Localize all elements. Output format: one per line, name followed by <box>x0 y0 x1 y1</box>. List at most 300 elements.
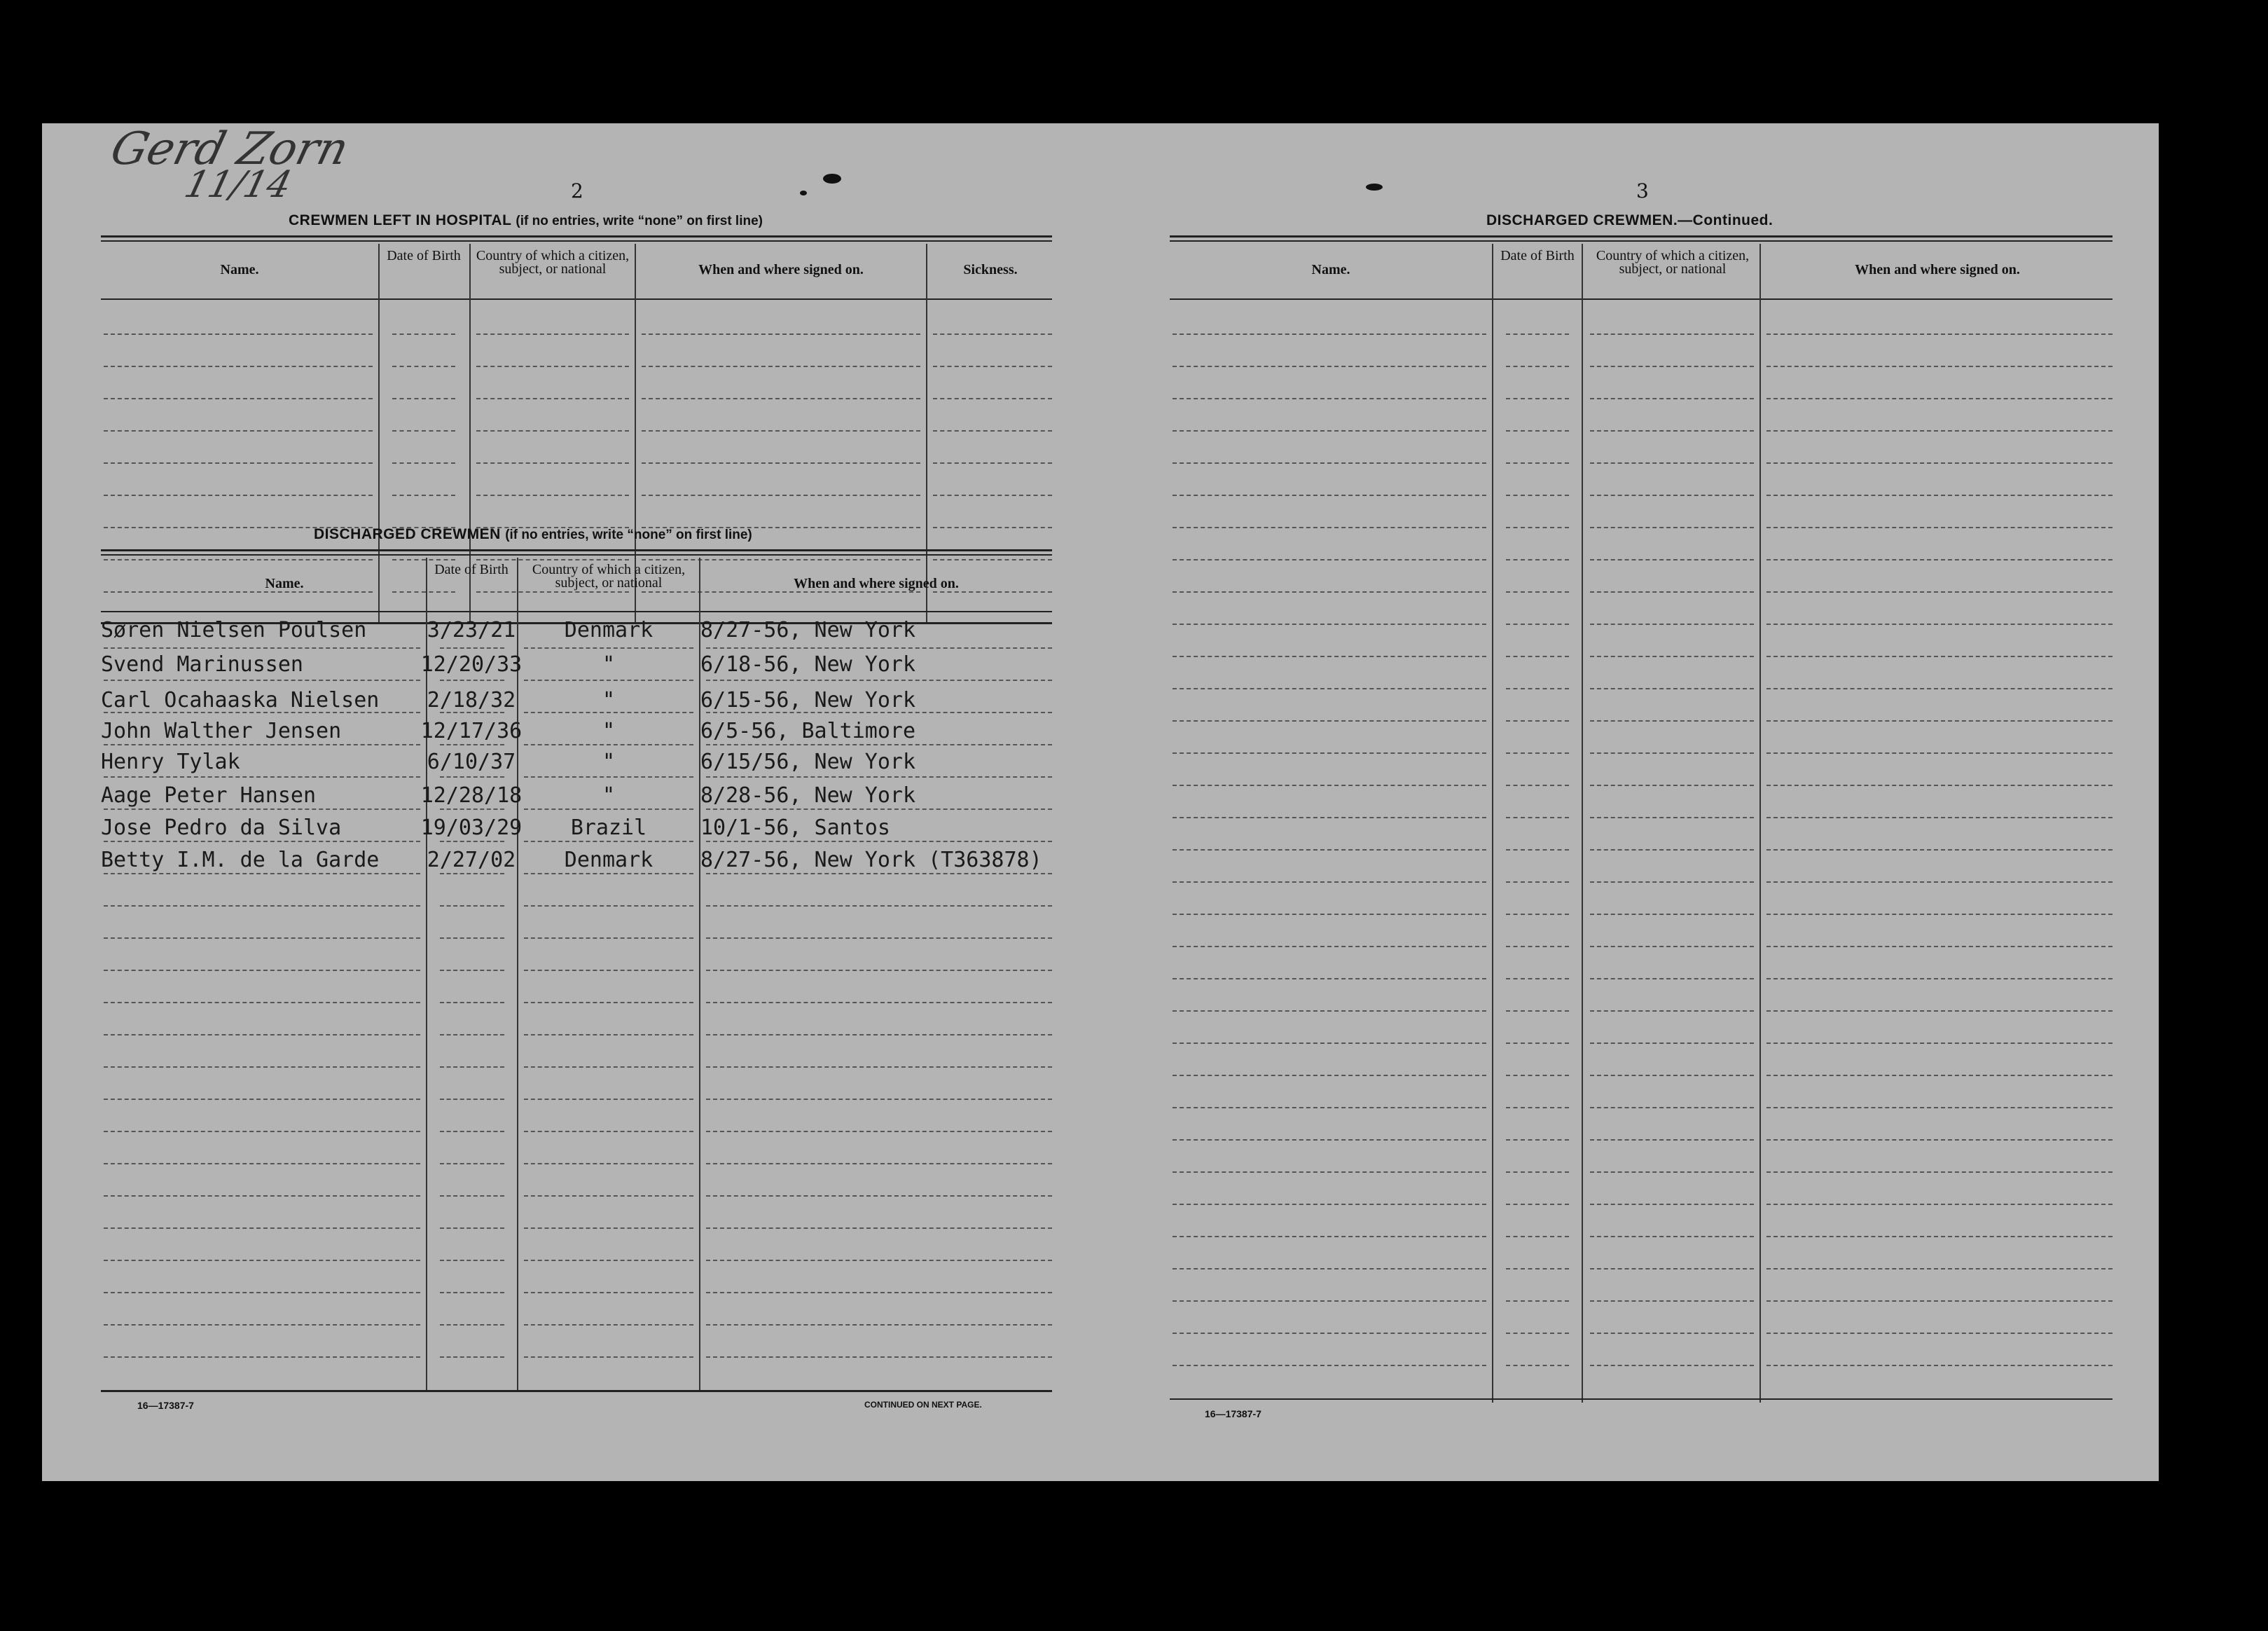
crew-row-signed_on: 8/27-56, New York <box>700 618 916 642</box>
divider <box>1492 244 1493 1403</box>
ruled-line <box>1766 914 2113 915</box>
ruled-line <box>1506 1107 1569 1108</box>
discharged-header-rule <box>101 611 1052 612</box>
ruled-line <box>104 430 373 432</box>
right-top-rule <box>1170 235 2113 242</box>
crew-row-name: Betty I.M. de la Garde <box>101 848 380 872</box>
ruled-line <box>1173 430 1486 432</box>
ruled-line <box>1506 366 1569 367</box>
ruled-line <box>1506 1204 1569 1205</box>
ruled-line <box>1766 1042 2113 1044</box>
crew-row-name: Carl Ocahaaska Nielsen <box>101 688 380 713</box>
crew-row-name: John Walther Jensen <box>101 719 342 743</box>
ruled-line <box>1506 1042 1569 1044</box>
hospital-section-title <box>289 212 763 229</box>
ruled-line <box>104 1227 420 1229</box>
ruled-line <box>1766 849 2113 851</box>
discharged-title-text: DISCHARGED CREWMEN <box>314 526 501 542</box>
ruled-line <box>104 398 373 399</box>
ruled-line <box>104 1356 420 1358</box>
ruled-line <box>642 559 920 560</box>
discharged-title-note: (if no entries, write “none” on first line) <box>505 528 752 542</box>
ruled-line <box>706 1131 1052 1132</box>
ruled-line <box>524 937 693 939</box>
divider <box>699 558 700 1391</box>
ruled-line <box>524 1099 693 1100</box>
ruled-line <box>1506 1236 1569 1237</box>
ruled-line <box>933 398 1052 399</box>
ruled-line <box>1506 978 1569 979</box>
ruled-line <box>524 970 693 971</box>
ruled-line <box>1766 1204 2113 1205</box>
ruled-line <box>1173 1107 1486 1108</box>
ink-speck <box>800 191 807 195</box>
ruled-line <box>392 333 455 335</box>
ruled-line <box>1766 527 2113 528</box>
ruled-line <box>1766 1139 2113 1141</box>
crew-row-country: Brazil <box>570 816 647 840</box>
crew-row-country: Denmark <box>564 618 654 642</box>
crew-row-dob: 2/27/02 <box>427 848 516 872</box>
ruled-line <box>440 680 504 681</box>
ruled-line <box>104 1163 420 1164</box>
right-col-dob: Date of Birth <box>1500 248 1575 263</box>
ruled-line <box>1173 333 1486 335</box>
discharged-col-dob: Date of Birth <box>434 562 509 577</box>
ruled-line <box>440 1034 504 1035</box>
ruled-line <box>476 559 629 560</box>
ink-speck <box>823 174 841 184</box>
discharged-col-signed <box>700 577 1052 591</box>
ruled-line <box>1173 398 1486 399</box>
ruled-line <box>104 776 420 778</box>
ruled-line <box>392 559 455 560</box>
ruled-line <box>1766 785 2113 786</box>
ruled-line <box>1590 1042 1754 1044</box>
ruled-line <box>440 776 504 778</box>
discharged-col-name <box>101 577 468 591</box>
ruled-line <box>1590 1171 1754 1173</box>
ruled-line <box>104 680 420 681</box>
ruled-line <box>476 495 629 496</box>
ruled-line <box>440 1066 504 1068</box>
ruled-line <box>1590 881 1754 883</box>
ruled-line <box>440 1227 504 1229</box>
discharged-section-title <box>314 526 752 543</box>
ruled-line <box>1766 624 2113 625</box>
hospital-col-dob: Date of Birth <box>387 248 461 263</box>
ruled-line <box>1766 1365 2113 1366</box>
ruled-line <box>104 1292 420 1293</box>
ruled-line <box>1506 720 1569 722</box>
ruled-line <box>933 495 1052 496</box>
crew-row-signed_on: 8/27-56, New York (T363878) <box>700 848 1042 872</box>
ruled-line <box>1766 720 2113 722</box>
divider <box>517 558 518 1391</box>
ruled-line <box>706 841 1052 842</box>
ruled-line <box>1173 559 1486 560</box>
ruled-line <box>1766 1268 2113 1269</box>
ruled-line <box>1173 495 1486 496</box>
ruled-line <box>1173 624 1486 625</box>
col-label: When and where signed on. <box>794 576 959 591</box>
ruled-line <box>524 1066 693 1068</box>
ink-speck <box>1366 184 1383 191</box>
ruled-line <box>524 841 693 842</box>
ruled-line <box>1590 527 1754 528</box>
ruled-line <box>1766 559 2113 560</box>
ruled-line <box>1173 1042 1486 1044</box>
ruled-line <box>1506 495 1569 496</box>
right-col-signed <box>1762 263 2113 277</box>
ruled-line <box>706 1099 1052 1100</box>
ruled-line <box>1590 1333 1754 1334</box>
ruled-line <box>1590 688 1754 689</box>
crew-row-dob: 6/10/37 <box>427 750 516 774</box>
ruled-line <box>104 1195 420 1197</box>
discharged-col-country: Country of which a citizen, subject, or national <box>532 562 686 591</box>
ruled-line <box>1766 656 2113 657</box>
ruled-line <box>1506 591 1569 593</box>
crew-row-name: Henry Tylak <box>101 750 240 774</box>
ruled-line <box>642 591 920 593</box>
ruled-line <box>104 559 373 560</box>
ruled-line <box>933 430 1052 432</box>
crew-row-signed_on: 6/15/56, New York <box>700 750 916 774</box>
ruled-line <box>476 591 629 593</box>
ruled-line <box>1173 462 1486 464</box>
ruled-line <box>1173 785 1486 786</box>
ruled-line <box>1766 1010 2113 1012</box>
ruled-line <box>104 808 420 810</box>
ruled-line <box>1173 366 1486 367</box>
ruled-line <box>642 333 920 335</box>
right-bottom-rule <box>1170 1398 2113 1400</box>
ruled-line <box>524 1227 693 1229</box>
ruled-line <box>104 1002 420 1003</box>
ruled-line <box>476 462 629 464</box>
ruled-line <box>1590 752 1754 754</box>
ruled-line <box>933 366 1052 367</box>
crew-row-name: Svend Marinussen <box>101 652 303 677</box>
crew-row-name: Jose Pedro da Silva <box>101 816 342 840</box>
col-label: When and where signed on. <box>698 262 864 277</box>
ruled-line <box>524 744 693 745</box>
col-label: Name. <box>220 262 259 277</box>
form-number-left: 16—17387-7 <box>137 1400 194 1411</box>
crew-row-dob: 3/23/21 <box>427 618 516 642</box>
ruled-line <box>1590 785 1754 786</box>
ruled-line <box>1506 752 1569 754</box>
ruled-line <box>524 905 693 907</box>
ruled-line <box>1590 333 1754 335</box>
ruled-line <box>1766 1236 2113 1237</box>
ruled-line <box>1590 462 1754 464</box>
ruled-line <box>1766 591 2113 593</box>
ruled-line <box>104 744 420 745</box>
ruled-line <box>1766 1107 2113 1108</box>
ruled-line <box>392 591 455 593</box>
ruled-line <box>104 970 420 971</box>
crew-row-country: " <box>602 688 616 713</box>
ruled-line <box>1590 1139 1754 1141</box>
hospital-col-name <box>101 263 378 277</box>
crew-row-name: Aage Peter Hansen <box>101 783 317 808</box>
ruled-line <box>1590 495 1754 496</box>
ruled-line <box>1766 1171 2113 1173</box>
ruled-line <box>1173 688 1486 689</box>
ruled-line <box>524 873 693 874</box>
ruled-line <box>440 647 504 649</box>
ruled-line <box>1590 946 1754 947</box>
divider <box>378 244 380 622</box>
ruled-line <box>1766 495 2113 496</box>
ruled-line <box>1766 881 2113 883</box>
ruled-line <box>104 647 420 649</box>
ruled-line <box>1506 333 1569 335</box>
crew-row-signed_on: 6/15-56, New York <box>700 688 916 713</box>
ruled-line <box>1173 1365 1486 1366</box>
right-section-title: DISCHARGED CREWMEN.—Continued. <box>1486 212 1773 228</box>
ruled-line <box>476 333 629 335</box>
ruled-line <box>1506 1268 1569 1269</box>
ruled-line <box>104 366 373 367</box>
ruled-line <box>706 1356 1052 1358</box>
ruled-line <box>1590 398 1754 399</box>
ruled-line <box>440 1260 504 1261</box>
right-col-country: Country of which a citizen, subject, or national <box>1596 248 1750 277</box>
ruled-line <box>1590 591 1754 593</box>
crew-row-country: " <box>602 750 616 774</box>
hospital-title-note: (if no entries, write “none” on first line) <box>516 214 763 228</box>
ruled-line <box>440 1163 504 1164</box>
ruled-line <box>1766 978 2113 979</box>
col-label: Sickness. <box>963 262 1018 277</box>
ruled-line <box>706 873 1052 874</box>
ruled-line <box>1506 559 1569 560</box>
divider <box>426 558 427 1391</box>
right-header-rule <box>1170 298 2113 300</box>
ruled-line <box>440 1195 504 1197</box>
ruled-line <box>706 776 1052 778</box>
ruled-line <box>1766 366 2113 367</box>
ruled-line <box>1766 398 2113 399</box>
ruled-line <box>1173 1300 1486 1302</box>
ruled-line <box>706 905 1052 907</box>
ruled-line <box>706 937 1052 939</box>
ruled-line <box>642 398 920 399</box>
crew-row-dob: 12/20/33 <box>420 652 523 677</box>
crew-row-dob: 12/17/36 <box>420 719 523 743</box>
ruled-line <box>476 430 629 432</box>
ruled-line <box>104 1099 420 1100</box>
hospital-header-rule <box>101 298 1052 300</box>
ruled-line <box>1590 1010 1754 1012</box>
ruled-line <box>392 495 455 496</box>
ruled-line <box>706 744 1052 745</box>
ruled-line <box>1590 624 1754 625</box>
ruled-line <box>1590 1204 1754 1205</box>
handwritten-date: 11/14 <box>180 164 296 206</box>
discharged-bottom-rule <box>101 1390 1052 1392</box>
ruled-line <box>1173 881 1486 883</box>
ruled-line <box>642 366 920 367</box>
ruled-line <box>1590 1075 1754 1076</box>
ruled-line <box>1506 398 1569 399</box>
ruled-line <box>440 841 504 842</box>
ruled-line <box>104 937 420 939</box>
ruled-line <box>524 1131 693 1132</box>
ruled-line <box>524 1163 693 1164</box>
ruled-line <box>1506 462 1569 464</box>
ruled-line <box>1506 1139 1569 1141</box>
form-number-right: 16—17387-7 <box>1205 1408 1261 1419</box>
hospital-top-rule <box>101 235 1052 242</box>
ruled-line <box>440 905 504 907</box>
divider <box>926 244 927 622</box>
discharged-top-rule <box>101 549 1052 556</box>
ruled-line <box>1590 817 1754 818</box>
divider <box>1582 244 1583 1403</box>
crew-row-name: Søren Nielsen Poulsen <box>101 618 367 642</box>
ruled-line <box>1590 1236 1754 1237</box>
ruled-line <box>440 873 504 874</box>
ruled-line <box>1506 624 1569 625</box>
ruled-line <box>476 366 629 367</box>
hospital-col-signed <box>637 263 925 277</box>
ruled-line <box>1173 1333 1486 1334</box>
ruled-line <box>642 462 920 464</box>
ruled-line <box>706 808 1052 810</box>
ruled-line <box>1506 785 1569 786</box>
ruled-line <box>706 1292 1052 1293</box>
ruled-line <box>440 808 504 810</box>
ruled-line <box>706 1324 1052 1326</box>
hospital-col-sickness <box>929 263 1052 277</box>
ruled-line <box>1506 1333 1569 1334</box>
form-sheet <box>42 123 2159 1481</box>
ruled-line <box>524 1002 693 1003</box>
hospital-title-text: CREWMEN LEFT IN HOSPITAL <box>289 212 512 228</box>
ruled-line <box>706 1002 1052 1003</box>
ruled-line <box>933 333 1052 335</box>
handwritten-name: Gerd Zorn <box>105 123 354 175</box>
ruled-line <box>933 559 1052 560</box>
ruled-line <box>1173 914 1486 915</box>
ruled-line <box>524 1324 693 1326</box>
crew-row-signed_on: 8/28-56, New York <box>700 783 916 808</box>
ruled-line <box>1766 1333 2113 1334</box>
ruled-line <box>104 1066 420 1068</box>
ruled-line <box>1173 591 1486 593</box>
ruled-line <box>1590 430 1754 432</box>
ruled-line <box>104 1260 420 1261</box>
ruled-line <box>1590 1300 1754 1302</box>
ruled-line <box>706 970 1052 971</box>
ruled-line <box>1506 688 1569 689</box>
ruled-line <box>1173 946 1486 947</box>
ruled-line <box>706 1034 1052 1035</box>
continued-note: CONTINUED ON NEXT PAGE. <box>864 1400 982 1410</box>
ruled-line <box>1173 1139 1486 1141</box>
ruled-line <box>1506 1075 1569 1076</box>
divider <box>1759 244 1761 1403</box>
ruled-line <box>1506 1365 1569 1366</box>
crew-row-dob: 2/18/32 <box>427 688 516 713</box>
ruled-line <box>1766 1300 2113 1302</box>
col-label: Name. <box>265 576 304 591</box>
ruled-line <box>1506 849 1569 851</box>
ruled-line <box>1173 817 1486 818</box>
ruled-line <box>1766 1075 2113 1076</box>
ruled-line <box>1590 559 1754 560</box>
ruled-line <box>706 680 1052 681</box>
ruled-line <box>392 366 455 367</box>
right-col-name <box>1170 263 1492 277</box>
ruled-line <box>1506 881 1569 883</box>
ruled-line <box>1590 978 1754 979</box>
col-label: When and where signed on. <box>1855 262 2020 277</box>
ruled-line <box>1506 914 1569 915</box>
ruled-line <box>1766 752 2113 754</box>
ruled-line <box>1590 720 1754 722</box>
ruled-line <box>104 1324 420 1326</box>
ruled-line <box>1506 656 1569 657</box>
ruled-line <box>706 1195 1052 1197</box>
ruled-line <box>642 430 920 432</box>
ruled-line <box>104 333 373 335</box>
ruled-line <box>1173 849 1486 851</box>
ruled-line <box>1590 656 1754 657</box>
ruled-line <box>440 1099 504 1100</box>
ruled-line <box>524 680 693 681</box>
crew-row-signed_on: 10/1-56, Santos <box>700 816 890 840</box>
col-label: Name. <box>1311 262 1350 277</box>
ruled-line <box>1173 656 1486 657</box>
ruled-line <box>524 1292 693 1293</box>
ruled-line <box>642 495 920 496</box>
ruled-line <box>440 744 504 745</box>
ruled-line <box>440 1356 504 1358</box>
ruled-line <box>1766 946 2113 947</box>
ruled-line <box>476 398 629 399</box>
ruled-line <box>392 430 455 432</box>
ruled-line <box>104 1131 420 1132</box>
ruled-line <box>1506 527 1569 528</box>
ruled-line <box>1173 527 1486 528</box>
crew-row-signed_on: 6/18-56, New York <box>700 652 916 677</box>
ruled-line <box>440 1002 504 1003</box>
ruled-line <box>1590 366 1754 367</box>
ruled-line <box>440 970 504 971</box>
ruled-line <box>1590 914 1754 915</box>
ruled-line <box>1506 1300 1569 1302</box>
ruled-line <box>706 1260 1052 1261</box>
ruled-line <box>1590 1365 1754 1366</box>
ruled-line <box>524 1356 693 1358</box>
ruled-line <box>524 808 693 810</box>
ruled-line <box>104 591 373 593</box>
ruled-line <box>1506 946 1569 947</box>
ruled-line <box>524 1260 693 1261</box>
ruled-line <box>706 1227 1052 1229</box>
ruled-line <box>933 462 1052 464</box>
crew-row-country: " <box>602 719 616 743</box>
ruled-line <box>1766 688 2113 689</box>
page-number-left: 2 <box>571 179 583 202</box>
ruled-line <box>1173 720 1486 722</box>
crew-row-signed_on: 6/5-56, Baltimore <box>700 719 916 743</box>
